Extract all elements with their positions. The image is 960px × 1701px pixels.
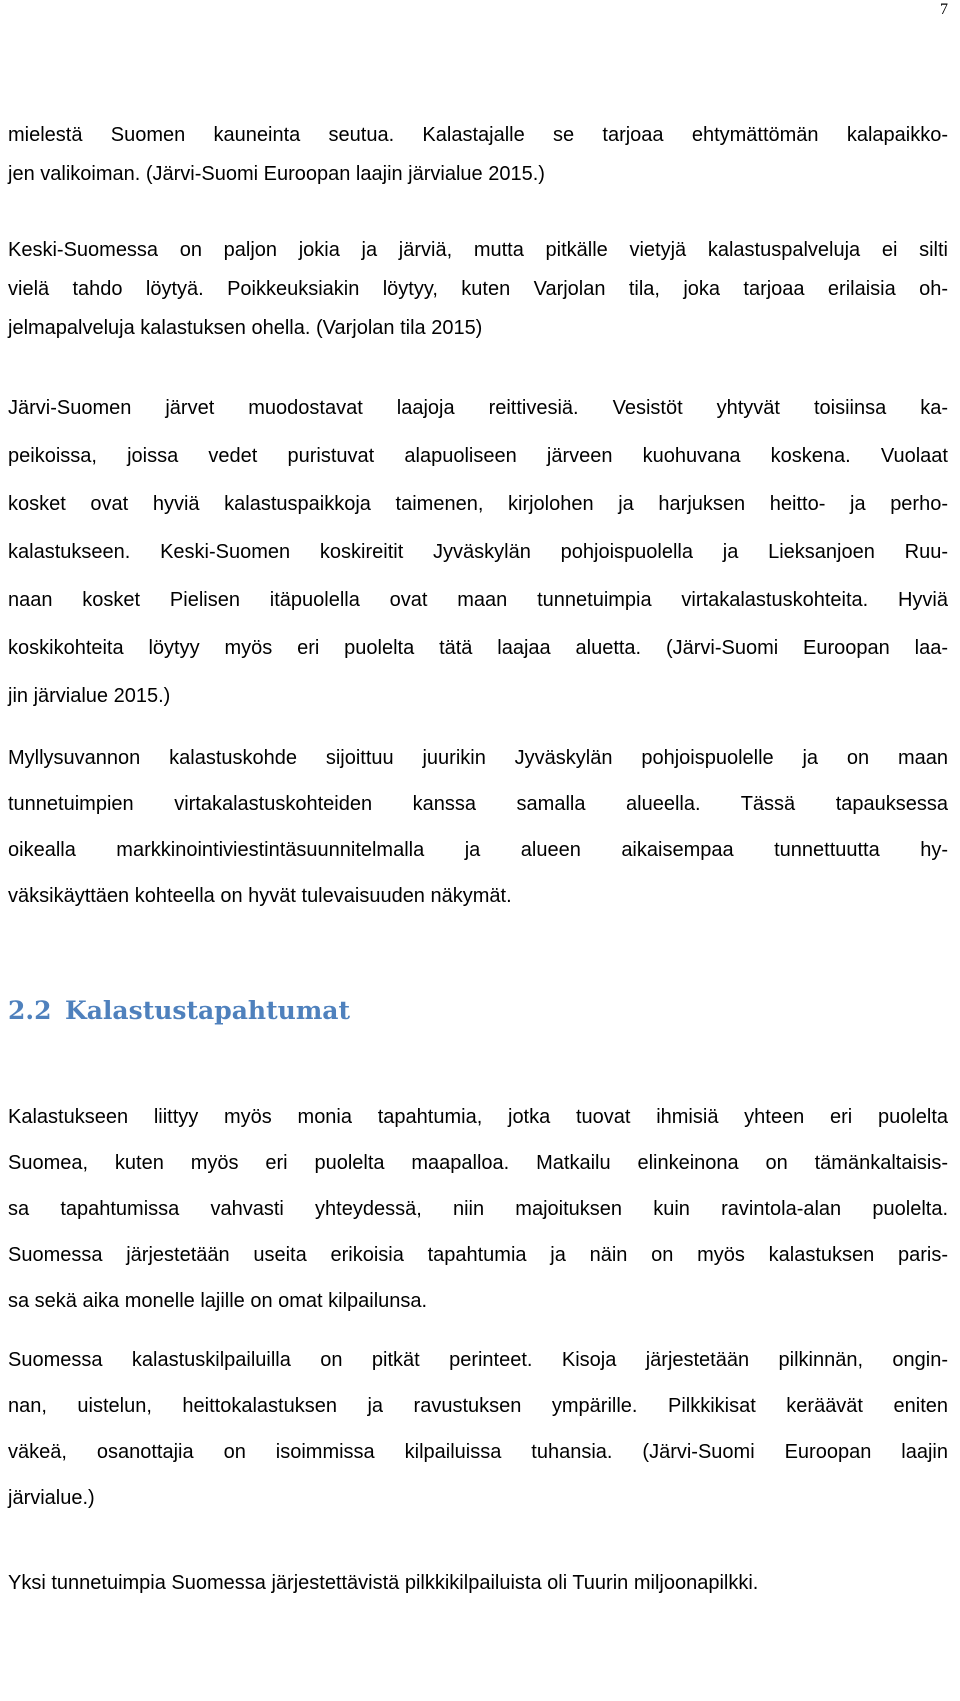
text-line: Myllysuvannon kalastuskohde sijoittuu juurikin Jyväskylän pohjoispuolelle ja on maan xyxy=(8,747,948,769)
text-line: jen valikoiman. (Järvi-Suomi Euroopan laajin järvialue 2015.) xyxy=(8,163,545,185)
text-line: Yksi tunnetuimpia Suomessa järjestettävistä pilkkikilpailuista oli Tuurin miljoonapilkki. xyxy=(8,1572,759,1594)
page-number: 7 xyxy=(940,1,948,18)
text-line: väksikäyttäen kohteella on hyvät tulevaisuuden näkymät. xyxy=(8,885,512,907)
text-line: jin järvialue 2015.) xyxy=(8,685,171,707)
text-line: jelmapalveluja kalastuksen ohella. (Varjolan tila 2015) xyxy=(8,317,483,339)
paragraph-jarvi-suomi xyxy=(8,384,948,720)
text-line: Suomessa kalastuskilpailuilla on pitkät perinteet. Kisoja järjestetään pilkinnän, ongin- xyxy=(8,1349,948,1371)
text-line: mielestä Suomen kauneinta seutua. Kalastajalle se tarjoaa ehtymättömän kalapaikko- xyxy=(8,124,948,146)
text-line: nan, uistelun, heittokalastuksen ja ravustuksen ympärille. Pilkkikisat keräävät eniten xyxy=(8,1395,948,1417)
text-line: Suomessa järjestetään useita erikoisia tapahtumia ja näin on myös kalastuksen paris- xyxy=(8,1244,948,1266)
text-line: oikealla markkinointiviestintäsuunnitelmalla ja alueen aikaisempaa tunnettuutta hy- xyxy=(8,839,948,861)
text-line: Keski-Suomessa on paljon jokia ja järviä, mutta pitkälle vietyjä kalastuspalveluja ei silti xyxy=(8,239,948,261)
text-line: naan kosket Pielisen itäpuolella ovat maan tunnetuimpia virtakalastuskohteita. Hyviä xyxy=(8,589,948,611)
text-line: Kalastukseen liittyy myös monia tapahtumia, jotka tuovat ihmisiä yhteen eri puolelta xyxy=(8,1106,948,1128)
text-line: tunnetuimpien virtakalastuskohteiden kanssa samalla alueella. Tässä tapauksessa xyxy=(8,793,948,815)
text-line: järvialue.) xyxy=(8,1487,95,1509)
paragraph-competitions xyxy=(8,1337,948,1521)
paragraph-tuuri xyxy=(8,1560,948,1606)
text-line: sa sekä aika monelle lajille on omat kilpailunsa. xyxy=(8,1290,428,1312)
text-line: Suomea, kuten myös eri puolelta maapalloa. Matkailu elinkeinona on tämänkaltaisis- xyxy=(8,1152,948,1174)
text-line: peikoissa, joissa vedet puristuvat alapuoliseen järveen kuohuvana koskena. Vuolaat xyxy=(8,445,948,467)
text-line: koskikohteita löytyy myös eri puolelta tätä laajaa aluetta. (Järvi-Suomi Euroopan laa- xyxy=(8,637,948,659)
section-heading xyxy=(8,995,350,1027)
paragraph-events xyxy=(8,1094,948,1324)
text-line: Järvi-Suomen järvet muodostavat laajoja reittivesiä. Vesistöt yhtyvät toisiinsa ka- xyxy=(8,397,948,419)
paragraph-myllysuvanto xyxy=(8,735,948,919)
text-line: kalastukseen. Keski-Suomen koskireitit Jyväskylän pohjoispuolella ja Lieksanjoen Ruu- xyxy=(8,541,948,563)
text-line: sa tapahtumissa vahvasti yhteydessä, niin majoituksen kuin ravintola-alan puolelta. xyxy=(8,1198,948,1220)
text-line: kosket ovat hyviä kalastuspaikkoja taimenen, kirjolohen ja harjuksen heitto- ja perho- xyxy=(8,493,948,515)
text-line: vielä tahdo löytyä. Poikkeuksiakin löytyy, kuten Varjolan tila, joka tarjoaa erilaisia oh- xyxy=(8,278,948,300)
section-number: 2.2 xyxy=(8,996,52,1025)
text-line: väkeä, osanottajia on isoimmissa kilpailuissa tuhansia. (Järvi-Suomi Euroopan laajin xyxy=(8,1441,948,1463)
paragraph-keski-suomi xyxy=(8,231,948,348)
paragraph-scenery xyxy=(8,116,948,194)
section-title: Kalastustapahtumat xyxy=(65,996,351,1025)
